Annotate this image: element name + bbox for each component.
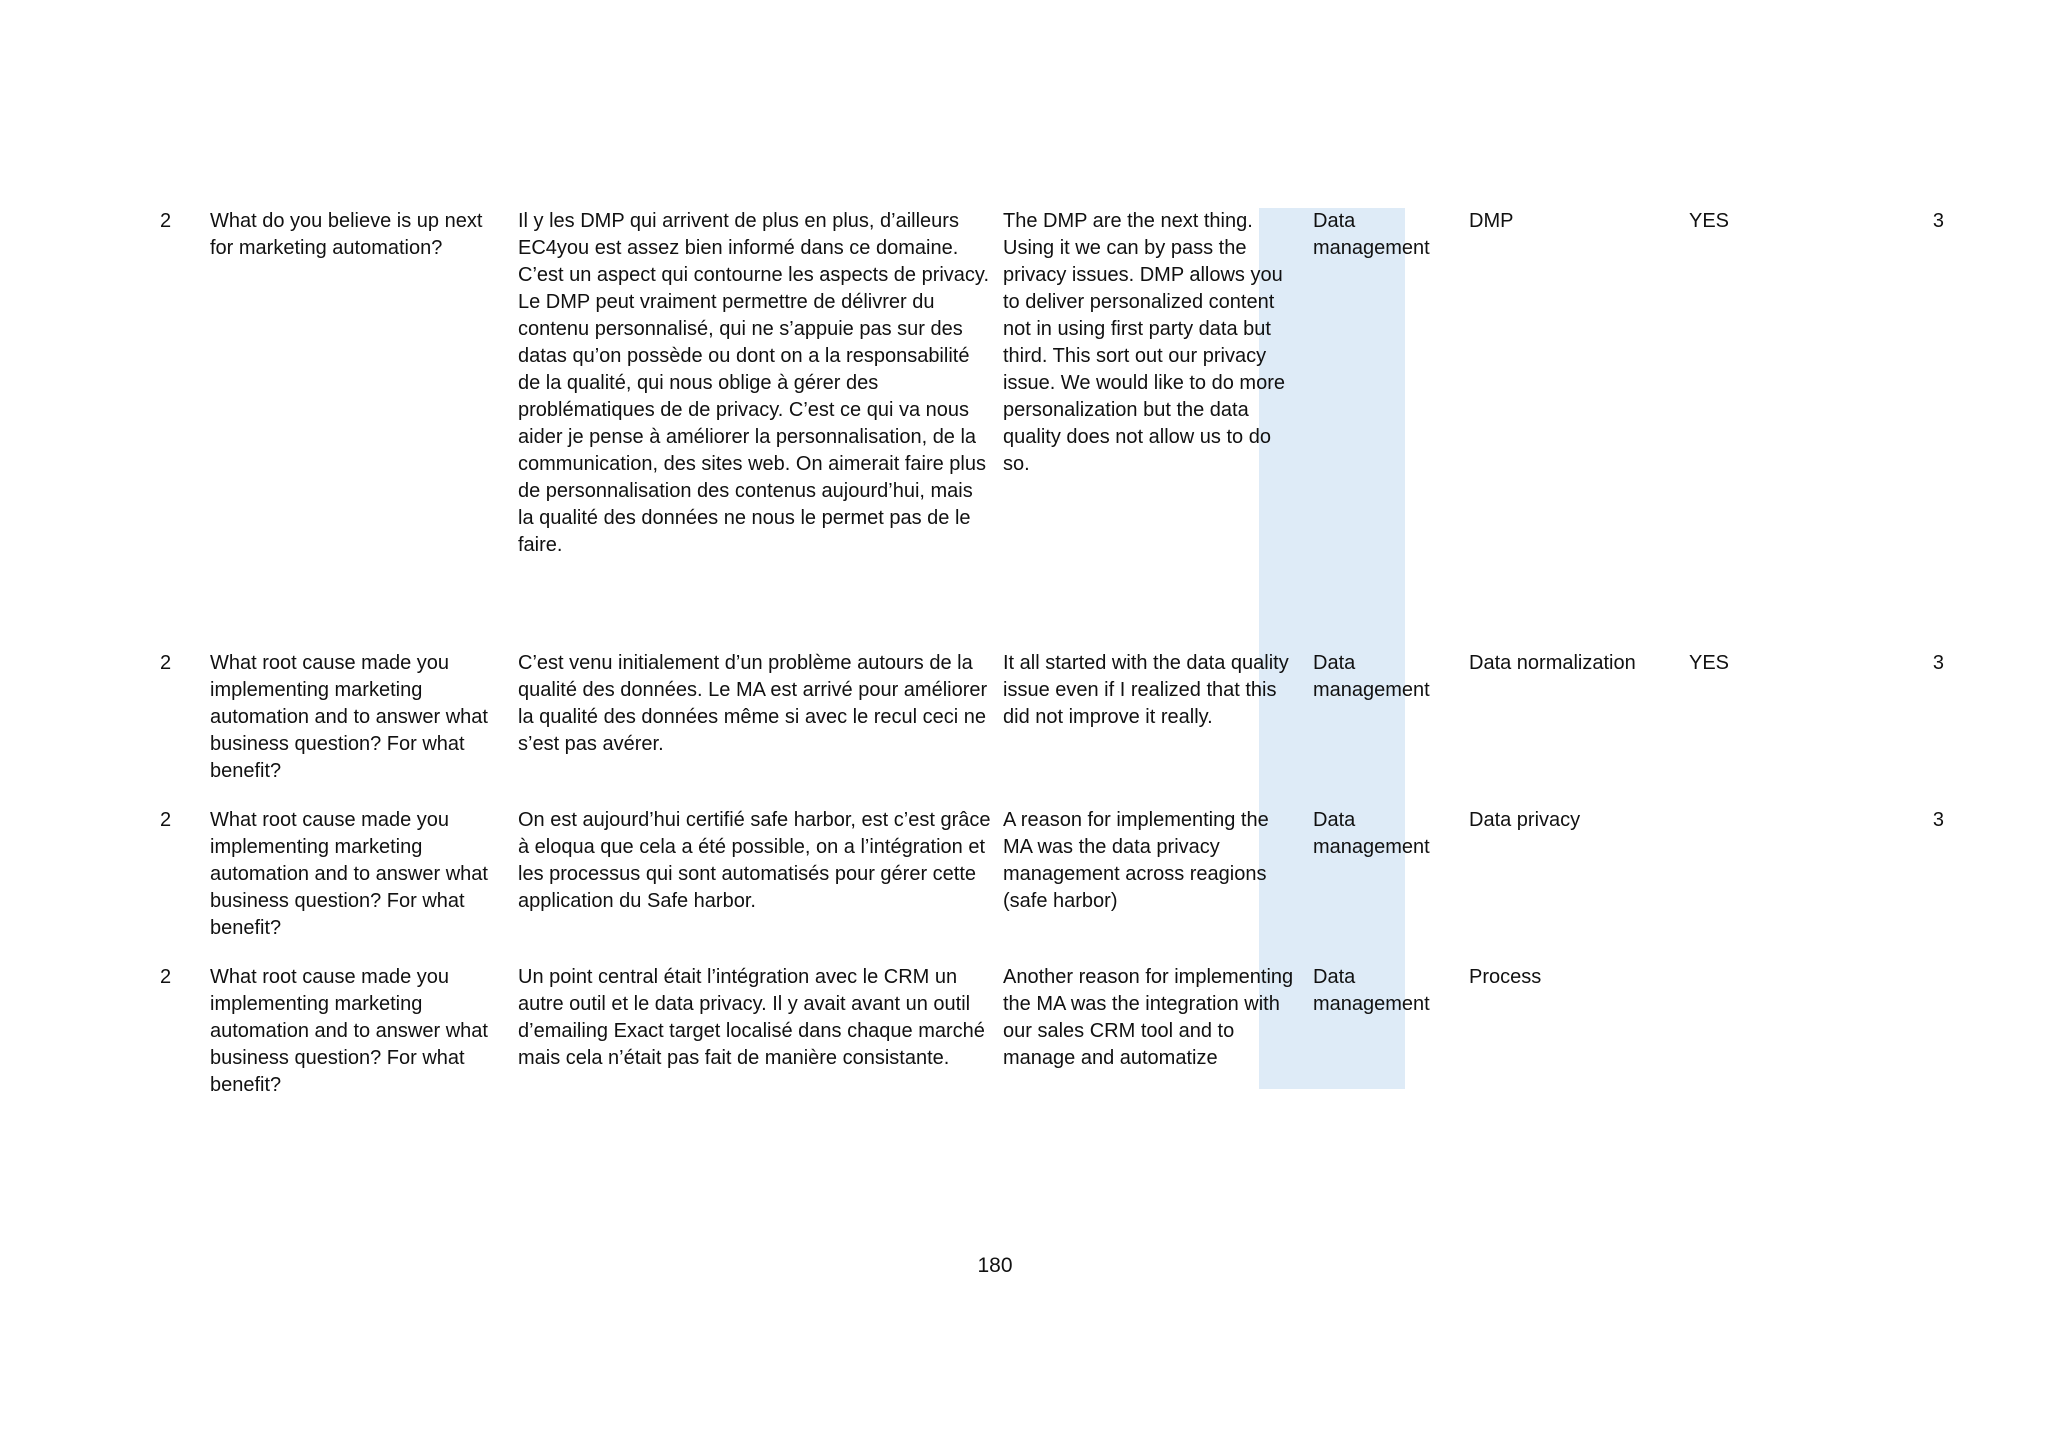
french-answer-cell: Un point central était l’intégration avec le CRM un autre outil et le data privacy. Il y avait avant un outil d’emailing Exact target localisé dans chaque marché mais cela n’était pas fait de manière consistante. xyxy=(518,966,985,1069)
table-row xyxy=(150,650,1944,807)
flag-cell xyxy=(1689,964,1899,1099)
french-answer-cell: C’est venu initialement d’un problème autours de la qualité des données. Le MA est arrivé pour améliorer la qualité des données même si avec le recul ceci ne s’est pas avérer. xyxy=(518,652,988,755)
english-answer-cell: A reason for implementing the MA was the data privacy management across reagions (safe harbor) xyxy=(1003,809,1269,912)
page-number: 180 xyxy=(977,1254,1013,1277)
score-cell xyxy=(1899,964,1944,1099)
row-number: 2 xyxy=(160,652,172,674)
english-answer-cell: Another reason for implementing the MA was the integration with our sales CRM tool and to manage and automatize xyxy=(1003,966,1294,1069)
row-number: 2 xyxy=(160,966,172,988)
subcategory-cell: DMP xyxy=(1469,210,1514,232)
subcategory-cell: Process xyxy=(1469,966,1542,988)
row-number: 2 xyxy=(160,210,172,232)
table-row xyxy=(150,807,1944,964)
flag-cell: YES xyxy=(1689,210,1730,232)
category-cell: Data management xyxy=(1313,809,1430,858)
interview-table xyxy=(150,208,1944,1099)
row-number: 2 xyxy=(160,809,172,831)
category-cell: Data management xyxy=(1313,652,1430,701)
english-answer-cell: It all started with the data quality issue even if I realized that this did not improve it really. xyxy=(1003,652,1289,728)
french-answer-cell: Il y les DMP qui arrivent de plus en plus, d’ailleurs EC4you est assez bien informé dans ce domaine. C’est un aspect qui contourne les aspects de privacy. Le DMP peut vraiment permettre de délivrer du contenu personnalisé, qui ne s’appuie pas sur des datas qu’on possède ou dont on a la responsabilité de la qualité, qui nous oblige à gérer des problématiques de de privacy. C’est ce qui va nous aider je pense à améliorer la personnalisation, de la communication, des sites web. On aimerait faire plus de personnalisation des contenus aujourd’hui, mais la qualité des données ne nous le permet pas de le faire. xyxy=(518,210,989,556)
table-row xyxy=(150,208,1944,650)
flag-cell: YES xyxy=(1689,652,1730,674)
score-cell: 3 xyxy=(1932,652,1944,674)
french-answer-cell: On est aujourd’hui certifié safe harbor, est c’est grâce à eloqua que cela a été possible, on a l’intégration et les processus qui sont automatisés pour gérer cette application du Safe harbor. xyxy=(518,809,991,912)
subcategory-cell: Data privacy xyxy=(1469,809,1581,831)
flag-cell xyxy=(1689,807,1899,964)
category-cell: Data management xyxy=(1313,966,1430,1015)
score-cell: 3 xyxy=(1932,210,1944,232)
category-cell: Data management xyxy=(1313,210,1430,259)
table-row xyxy=(150,964,1944,1099)
question-cell: What root cause made you implementing marketing automation and to answer what business question? For what benefit? xyxy=(210,652,488,782)
subcategory-cell: Data normalization xyxy=(1469,652,1636,674)
question-cell: What root cause made you implementing marketing automation and to answer what business question? For what benefit? xyxy=(210,809,488,939)
english-answer-cell: The DMP are the next thing. Using it we can by pass the privacy issues. DMP allows you to deliver personalized content not in using first party data but third. This sort out our privacy issue. We would like to do more personalization but the data quality does not allow us to do so. xyxy=(1003,210,1285,475)
question-cell: What root cause made you implementing marketing automation and to answer what business question? For what benefit? xyxy=(210,966,488,1096)
question-cell: What do you believe is up next for marketing automation? xyxy=(210,210,483,259)
score-cell: 3 xyxy=(1932,809,1944,831)
